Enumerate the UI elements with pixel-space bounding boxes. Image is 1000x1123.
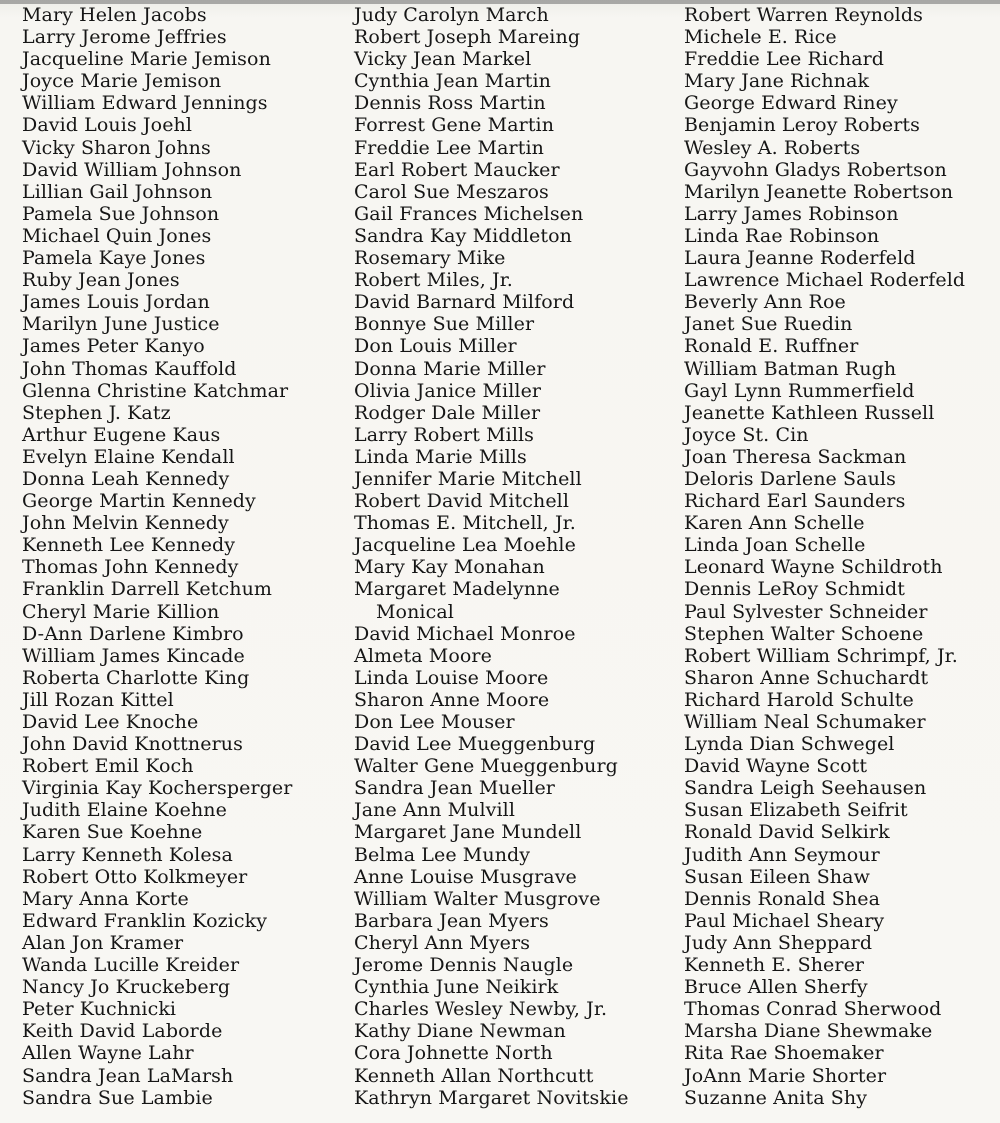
list-item: Robert William Schrimpf, Jr.: [684, 644, 958, 667]
list-item: Sandra Jean Mueller: [354, 777, 555, 800]
list-item: Larry James Robinson: [684, 202, 899, 225]
list-item: William Batman Rugh: [684, 357, 897, 380]
list-item: Walter Gene Mueggenburg: [354, 755, 618, 778]
list-item: Gayvohn Gladys Robertson: [684, 158, 947, 181]
list-item: George Edward Riney: [684, 92, 898, 115]
list-item: Kenneth Lee Kennedy: [22, 534, 236, 557]
list-item: Cheryl Marie Killion: [22, 600, 220, 623]
list-item: Larry Kenneth Kolesa: [22, 843, 233, 866]
list-item: Rosemary Mike: [354, 247, 506, 270]
list-item: Lillian Gail Johnson: [22, 180, 213, 203]
list-item: Mary Jane Richnak: [684, 70, 870, 93]
list-item: Nancy Jo Kruckeberg: [22, 976, 231, 999]
list-item: Edward Franklin Kozicky: [22, 909, 268, 932]
list-item: Bonnye Sue Miller: [354, 313, 535, 336]
list-item: Jill Rozan Kittel: [22, 688, 174, 711]
list-item: Robert Emil Koch: [22, 755, 194, 778]
name-column-2: [354, 4, 629, 1109]
list-item: Mary Kay Monahan: [354, 556, 545, 579]
list-item: Donna Marie Miller: [354, 357, 546, 380]
list-item: Vicky Sharon Johns: [22, 136, 211, 159]
list-item: Joyce Marie Jemison: [22, 70, 222, 93]
list-item: Franklin Darrell Ketchum: [22, 578, 273, 601]
list-item: Thomas Conrad Sherwood: [684, 998, 942, 1021]
list-item: Jerome Dennis Naugle: [354, 954, 574, 977]
list-item: Jacqueline Marie Jemison: [22, 48, 271, 71]
list-item: Lawrence Michael Roderfeld: [684, 269, 966, 292]
list-item: Barbara Jean Myers: [354, 909, 549, 932]
list-item: Ronald E. Ruffner: [684, 335, 859, 358]
list-item: Robert Warren Reynolds: [684, 4, 923, 26]
list-item: Arthur Eugene Kaus: [22, 423, 221, 446]
list-item: Karen Ann Schelle: [684, 512, 865, 535]
list-item: Forrest Gene Martin: [354, 114, 555, 137]
list-item: Ruby Jean Jones: [22, 269, 180, 292]
list-item: Kathy Diane Newman: [354, 1020, 566, 1043]
list-item: Beverly Ann Roe: [684, 291, 846, 314]
list-item: Dennis Ronald Shea: [684, 887, 881, 910]
list-item: Dennis Ross Martin: [354, 92, 546, 115]
list-item: Cynthia June Neikirk: [354, 976, 559, 999]
list-item: Jane Ann Mulvill: [354, 799, 516, 822]
list-item: Benjamin Leroy Roberts: [684, 114, 921, 137]
list-item: Cynthia Jean Martin: [354, 70, 552, 93]
list-item: Margaret Jane Mundell: [354, 821, 582, 844]
list-item: Roberta Charlotte King: [22, 666, 250, 689]
list-item: Robert Miles, Jr.: [354, 269, 513, 292]
list-item: Charles Wesley Newby, Jr.: [354, 998, 608, 1021]
list-item: David Michael Monroe: [354, 622, 576, 645]
list-item: Kenneth E. Sherer: [684, 954, 865, 977]
list-item: Rodger Dale Miller: [354, 401, 541, 424]
list-item: Robert Joseph Mareing: [354, 26, 581, 49]
list-item: Stephen J. Katz: [22, 401, 171, 424]
list-item: Lynda Dian Schwegel: [684, 733, 895, 756]
list-item: Gayl Lynn Rummerfield: [684, 379, 915, 402]
list-item: Don Louis Miller: [354, 335, 517, 358]
list-item: Marilyn Jeanette Robertson: [684, 180, 954, 203]
list-item: Robert Otto Kolkmeyer: [22, 865, 248, 888]
list-item: Rita Rae Shoemaker: [684, 1042, 884, 1065]
list-item: George Martin Kennedy: [22, 490, 256, 513]
list-item: Suzanne Anita Shy: [684, 1086, 868, 1109]
list-item: John Melvin Kennedy: [22, 512, 229, 535]
list-item: Linda Marie Mills: [354, 445, 527, 468]
list-item: JoAnn Marie Shorter: [684, 1064, 887, 1087]
list-item: Susan Eileen Shaw: [684, 865, 870, 888]
list-item: Wesley A. Roberts: [684, 136, 861, 159]
list-item: Pamela Kaye Jones: [22, 247, 206, 270]
list-item: Michael Quin Jones: [22, 224, 212, 247]
list-item: Laura Jeanne Roderfeld: [684, 247, 916, 270]
list-item: Kathryn Margaret Novitskie: [354, 1086, 629, 1109]
list-item: John David Knottnerus: [22, 733, 243, 756]
list-item: Margaret Madelynne: [354, 578, 560, 601]
list-item: Judith Elaine Koehne: [22, 799, 227, 822]
list-item: Wanda Lucille Kreider: [22, 954, 240, 977]
list-item: Richard Earl Saunders: [684, 490, 906, 513]
list-item: Linda Rae Robinson: [684, 224, 880, 247]
list-item: Leonard Wayne Schildroth: [684, 556, 943, 579]
list-item: Judith Ann Seymour: [684, 843, 880, 866]
list-item: Sandra Sue Lambie: [22, 1086, 213, 1109]
list-item: Thomas John Kennedy: [22, 556, 239, 579]
list-item: Glenna Christine Katchmar: [22, 379, 289, 402]
list-item: Sharon Anne Schuchardt: [684, 666, 929, 689]
list-item: Susan Elizabeth Seifrit: [684, 799, 908, 822]
list-item: Sandra Jean LaMarsh: [22, 1064, 234, 1087]
list-item: James Louis Jordan: [22, 291, 210, 314]
list-item: Don Lee Mouser: [354, 711, 515, 733]
list-item: John Thomas Kauffold: [22, 357, 237, 380]
list-item: David Wayne Scott: [684, 755, 868, 778]
list-item: Marilyn June Justice: [22, 313, 220, 336]
list-item: Judy Carolyn March: [354, 4, 549, 26]
list-item: David Louis Joehl: [22, 114, 193, 137]
list-item: Almeta Moore: [354, 644, 492, 667]
list-item: David William Johnson: [22, 158, 242, 181]
list-item: Virginia Kay Kochersperger: [22, 777, 293, 800]
list-item: Larry Robert Mills: [354, 423, 535, 446]
list-item: Peter Kuchnicki: [22, 998, 177, 1021]
list-item: Marsha Diane Shewmake: [684, 1020, 933, 1043]
list-item: Richard Harold Schulte: [684, 688, 914, 711]
list-item: Vicky Jean Markel: [354, 48, 532, 71]
list-item: Dennis LeRoy Schmidt: [684, 578, 905, 601]
list-item: Carol Sue Meszaros: [354, 180, 549, 203]
list-item: Michele E. Rice: [684, 26, 837, 49]
list-item: Freddie Lee Richard: [684, 48, 885, 71]
list-item: Keith David Laborde: [22, 1020, 223, 1043]
list-item: Earl Robert Maucker: [354, 158, 560, 181]
name-column-3: [684, 4, 965, 1109]
name-column-1: [22, 4, 292, 1109]
list-item: Mary Anna Korte: [22, 887, 189, 910]
list-item: Stephen Walter Schoene: [684, 622, 924, 645]
list-item: Linda Joan Schelle: [684, 534, 866, 557]
list-item: Janet Sue Ruedin: [684, 313, 853, 336]
list-item: Ronald David Selkirk: [684, 821, 890, 844]
list-item: Thomas E. Mitchell, Jr.: [354, 512, 576, 535]
list-item: Anne Louise Musgrave: [354, 865, 577, 888]
list-item: David Lee Mueggenburg: [354, 733, 596, 756]
list-item: Bruce Allen Sherfy: [684, 976, 868, 999]
list-item: Sandra Kay Middleton: [354, 224, 572, 247]
list-item: Alan Jon Kramer: [22, 931, 184, 954]
list-item: Cora Johnette North: [354, 1042, 553, 1065]
list-item: William Edward Jennings: [22, 92, 268, 115]
list-item: Karen Sue Koehne: [22, 821, 203, 844]
list-item: James Peter Kanyo: [22, 335, 205, 358]
list-item: Paul Michael Sheary: [684, 909, 885, 932]
list-item: Pamela Sue Johnson: [22, 202, 220, 225]
list-item: Larry Jerome Jeffries: [22, 26, 227, 49]
list-item: Kenneth Allan Northcutt: [354, 1064, 594, 1087]
list-item: Jeanette Kathleen Russell: [684, 401, 935, 424]
list-item: Sandra Leigh Seehausen: [684, 777, 927, 800]
list-item: William Neal Schumaker: [684, 711, 926, 733]
list-item: Linda Louise Moore: [354, 666, 549, 689]
list-item: Judy Ann Sheppard: [684, 931, 873, 954]
list-item: David Lee Knoche: [22, 711, 199, 733]
list-item: Robert David Mitchell: [354, 490, 570, 513]
list-item: Belma Lee Mundy: [354, 843, 531, 866]
list-item: Olivia Janice Miller: [354, 379, 542, 402]
list-item: Jennifer Marie Mitchell: [354, 467, 582, 490]
list-item: Deloris Darlene Sauls: [684, 467, 896, 490]
list-item: David Barnard Milford: [354, 291, 575, 314]
list-item: Sharon Anne Moore: [354, 688, 550, 711]
list-item: Cheryl Ann Myers: [354, 931, 531, 954]
list-item: William James Kincade: [22, 644, 245, 667]
list-item: Evelyn Elaine Kendall: [22, 445, 235, 468]
list-item: Jacqueline Lea Moehle: [354, 534, 576, 557]
list-item: Joan Theresa Sackman: [684, 445, 907, 468]
list-item: Gail Frances Michelsen: [354, 202, 584, 225]
list-item: Freddie Lee Martin: [354, 136, 544, 159]
list-item: D-Ann Darlene Kimbro: [22, 622, 244, 645]
list-item: Monical: [376, 600, 454, 623]
list-item: Allen Wayne Lahr: [22, 1042, 194, 1065]
list-item: Mary Helen Jacobs: [22, 4, 207, 26]
list-item: Joyce St. Cin: [684, 423, 809, 446]
list-item: William Walter Musgrove: [354, 887, 601, 910]
list-item: Donna Leah Kennedy: [22, 467, 230, 490]
list-item: Paul Sylvester Schneider: [684, 600, 928, 623]
